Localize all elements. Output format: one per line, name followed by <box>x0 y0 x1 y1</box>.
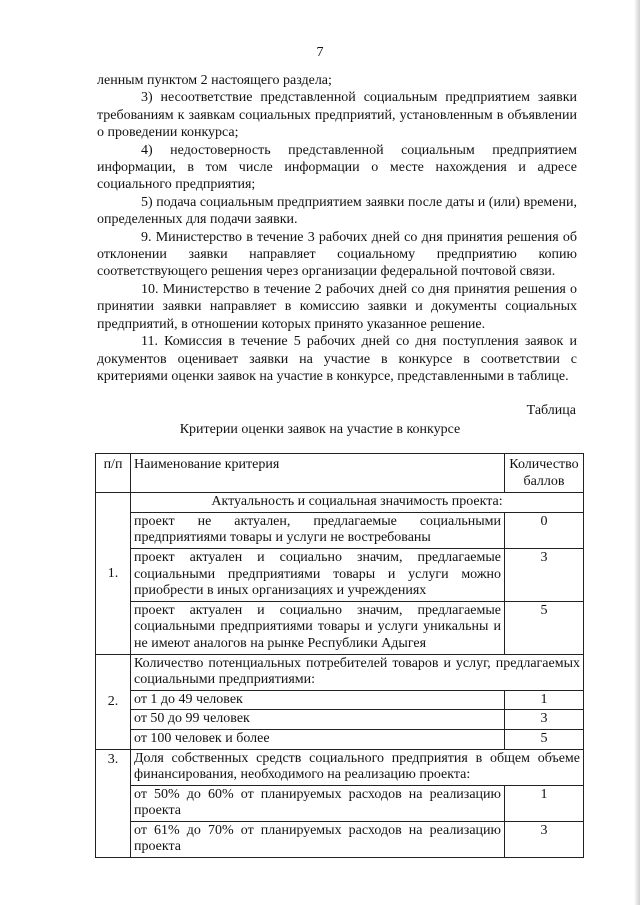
criterion-text: проект актуален и социально значим, предлагаемые социальными предприятиями товары и услуги можно приобрести в иных организациях и учреждениях <box>131 548 505 601</box>
table-title: Критерии оценки заявок на участие в конкурсе <box>179 422 461 437</box>
table-label: Таблица <box>526 403 576 418</box>
points-value: 1 <box>505 785 584 821</box>
table-row <box>96 601 584 654</box>
header-num: п/п <box>96 454 131 493</box>
table-row <box>96 749 584 785</box>
header-criterion: Наименование критерия <box>131 454 505 493</box>
table-row <box>96 548 584 601</box>
paragraph: ленным пунктом 2 настоящего раздела; <box>97 73 332 88</box>
section-title: Актуальность и социальная значимость проекта: <box>131 493 584 513</box>
table-row <box>96 729 584 749</box>
section-number: 2. <box>96 654 131 749</box>
points-value: 5 <box>505 729 584 749</box>
table-row <box>96 710 584 730</box>
points-value: 0 <box>505 512 584 548</box>
criteria-table <box>95 453 584 858</box>
criterion-text: от 50% до 60% от планируемых расходов на реализацию проекта <box>131 785 505 821</box>
points-value: 5 <box>505 601 584 654</box>
table-header-row <box>96 454 584 493</box>
table-row <box>96 512 584 548</box>
table-row <box>96 821 584 857</box>
paragraph: 4) недостоверность представленной социальным предприятием информации, в том числе информации о месте нахождения и адресе социального предприятия; <box>97 142 577 193</box>
criterion-text: от 1 до 49 человек <box>131 690 505 710</box>
points-value: 3 <box>505 548 584 601</box>
paragraph: 10. Министерство в течение 2 рабочих дней со дня принятия решения о принятии заявки направляет в комиссию заявки и документы социальных предприятий, в отношении которых принято указанное решение. <box>97 281 577 332</box>
section-number: 3. <box>96 749 131 858</box>
paragraph: 5) подача социальным предприятием заявки после даты и (или) времени, определенных для подачи заявки. <box>97 194 577 228</box>
page-edge-shadow <box>634 0 640 905</box>
points-value: 1 <box>505 690 584 710</box>
section-number: 1. <box>96 493 131 654</box>
points-value: 3 <box>505 821 584 857</box>
criterion-text: от 100 человек и более <box>131 729 505 749</box>
table-row <box>96 785 584 821</box>
criterion-text: от 50 до 99 человек <box>131 710 505 730</box>
points-value: 3 <box>505 710 584 730</box>
paragraph: 11. Комиссия в течение 5 рабочих дней со дня поступления заявок и документов оценивает заявки на участие в конкурсе в соответствии с критериями оценки заявок на участие в конкурсе, представленными в таблице. <box>97 334 577 384</box>
criterion-text: от 61% до 70% от планируемых расходов на реализацию проекта <box>131 821 505 857</box>
section-title: Доля собственных средств социального предприятия в общем объеме финансирования, необходимого на реализацию проекта: <box>131 749 584 785</box>
criterion-text: проект актуален и социально значим, предлагаемые социальными предприятиями товары и услуги уникальны и не имеют аналогов на рынке Республики Адыгея <box>131 601 505 654</box>
header-points: Количество баллов <box>505 454 584 493</box>
table-row <box>96 690 584 710</box>
page-number: 7 <box>316 45 324 60</box>
criterion-text: проект не актуален, предлагаемые социальными предприятиями товары и услуги не востребованы <box>131 512 505 548</box>
body-text <box>97 72 577 385</box>
section-title: Количество потенциальных потребителей товаров и услуг, предлагаемых социальными предприятиями: <box>131 654 584 690</box>
table-row <box>96 493 584 513</box>
paragraph: 3) несоответствие представленной социальным предприятием заявки требованиям к заявкам социальных предприятий, установленным в объявлении о проведении конкурса; <box>97 90 577 141</box>
paragraph: 9. Министерство в течение 3 рабочих дней со дня принятия решения об отклонении заявки направляет социальному предприятию копию соответствующего решения через организации федеральной почтовой связи. <box>97 229 577 280</box>
table-row <box>96 654 584 690</box>
